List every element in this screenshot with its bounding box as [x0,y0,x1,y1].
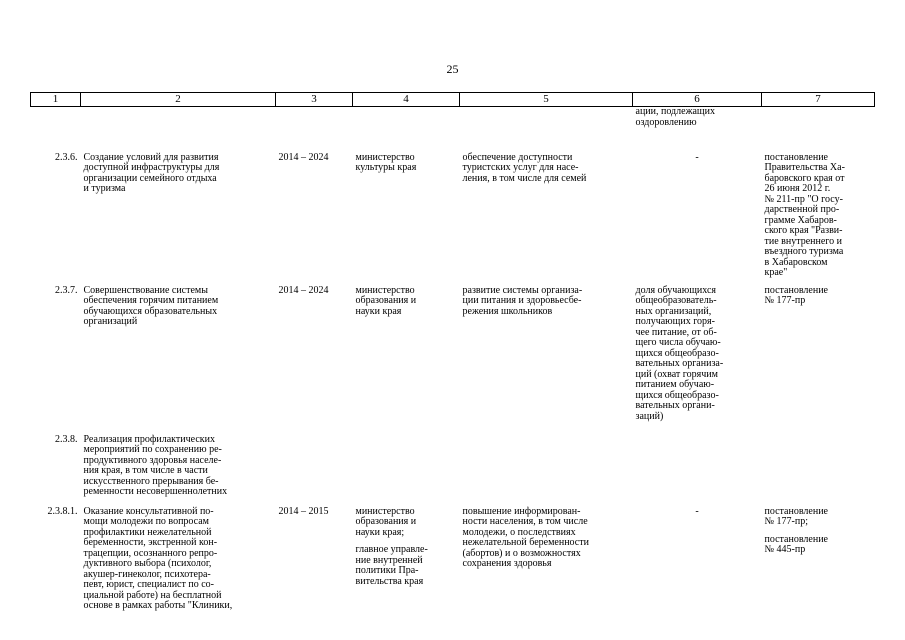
text-line: режения школьников [462,305,553,317]
header-row [31,93,875,107]
text-paragraph [765,286,872,307]
text-line: министерство [355,151,415,163]
text-line: ние внутренней [355,554,423,566]
row-number: 2.3.6. [55,151,78,163]
indicator [633,507,762,627]
period: 2014 – 2024 [278,284,329,296]
text-line: обеспечение доступности [462,151,573,163]
text-line: доля обучающихся [635,284,716,296]
text-line: 26 июня 2012 г. [764,183,831,194]
col-header-6: 6 [633,93,762,107]
text-line: питанием обучаю- [635,379,715,390]
text-line: ных организаций, [635,305,712,317]
continuation-row [31,107,875,153]
text-line: Оказание консультативной по- [83,505,214,517]
executor [353,507,460,627]
text-line: доступной инфраструктуры для [83,162,220,173]
text-paragraph [765,153,872,279]
expected-result [460,286,633,435]
text-line: акушер-гинеколог, психотера- [83,568,211,580]
text-line: мощи молодежи по вопросам [83,516,209,527]
text-line: ления, в том числе для семей [462,172,587,184]
text-line: дарственной про- [764,204,840,215]
text-line: профилактики нежелательной [83,526,212,538]
text-line: постановление [764,151,828,163]
col-header-5: 5 [460,93,633,107]
legal-basis [762,507,875,627]
text-line: беременности, экстренной кон- [83,537,218,548]
measure-name [81,286,276,435]
period: 2014 – 2015 [278,505,329,517]
measure-name [81,507,276,627]
text-line: министерство [355,284,415,296]
legal-basis [762,286,875,435]
text-line: певт, юрист, специалист по со- [83,579,214,590]
text-line: оздоровлению [635,116,697,128]
col-header-4: 4 [353,93,460,107]
text-line: - [695,151,699,163]
text-line: политики Пра- [355,565,419,576]
row-number: 2.3.8.1. [47,505,78,517]
text-line: циальной работе) на бесплатной [83,589,222,601]
indicator [633,153,762,286]
text-line: развитие системы организа- [462,284,583,296]
text-line: въездного туризма [764,246,844,257]
text-line: ния края, в том числе в части [83,465,208,476]
text-paragraph [356,507,457,539]
text-line: чее питание, от об- [635,326,717,338]
expected-result [460,153,633,286]
text-line: Правительства Ха- [764,162,845,173]
text-line: тие внутреннего и [764,235,843,247]
text-paragraph [356,545,457,587]
text-line: ации, подлежащих [635,106,715,117]
text-line: баровского края от [764,172,845,184]
text-line: вательных организа- [635,358,724,369]
text-line: молодежи, о последствиях [462,526,576,538]
text-line: постановление [764,284,828,296]
continuation-cell [633,107,762,153]
text-line: ского края "Разви- [764,225,843,236]
row-number: 2.3.7. [55,284,78,296]
expected-result [460,507,633,627]
text-line: мероприятий по сохранению ре- [83,444,222,455]
text-line: главное управле- [355,544,428,555]
measure-name [81,435,276,507]
expected-result [460,435,633,507]
text-paragraph [765,507,872,528]
col-header-7: 7 [762,93,875,107]
text-line: ции питания и здоровьесбе- [462,295,582,306]
text-line: науки края; [355,526,405,538]
text-line: образования и [355,516,417,527]
text-paragraph [356,153,457,174]
indicator [633,286,762,435]
text-line: грамме Хабаров- [764,214,837,226]
legal-basis [762,153,875,286]
text-line: № 177-пр; [764,516,809,527]
text-line: обучающихся образовательных [83,305,218,317]
text-line: продуктивного здоровья населе- [83,454,222,466]
text-line: щихся общеобразо- [635,389,719,401]
text-line: ций (охват горячим [635,368,718,380]
text-line: туристских услуг для насе- [462,162,579,173]
table-row [31,435,875,507]
text-line: дуктивного выбора (психолог, [83,558,212,569]
text-line: - [695,505,699,517]
text-line: образования и [355,295,417,306]
text-line: крае" [764,267,788,278]
page-number: 25 [446,62,459,76]
indicator [633,435,762,507]
text-line: Создание условий для развития [83,151,219,163]
text-line: министерство [355,505,415,517]
col-header-3: 3 [276,93,353,107]
text-line: (абортов) и о возможностях [462,547,581,559]
text-line: ременности несовершеннолетних [83,486,228,497]
text-paragraph [356,286,457,318]
text-line: повышение информирован- [462,505,581,517]
text-line: постановление [764,505,828,517]
text-line: общеобразователь- [635,295,717,306]
executor [353,286,460,435]
text-line: организаций [83,316,138,327]
text-line: постановление [764,533,828,545]
text-line: и туризма [83,183,126,194]
text-line: Реализация профилактических [83,433,215,445]
text-line: трацепции, осознанного репро- [83,547,218,559]
text-line: № 177-пр [764,295,806,306]
text-line: щего числа обучаю- [635,337,721,348]
text-line: культуры края [355,162,417,173]
text-line: заций) [635,410,664,422]
col-header-2: 2 [81,93,276,107]
text-line: основе в рамках работы "Клиники, [83,600,233,611]
text-line: получающих горя- [635,316,715,327]
executor [353,435,460,507]
text-line: ности населения, в том числе [462,516,588,527]
period: 2014 – 2024 [278,151,329,163]
text-line: организации семейного отдыха [83,172,217,184]
text-line: Совершенствование системы [83,284,208,296]
text-line: вительства края [355,575,424,587]
text-line: в Хабаровском [764,256,828,268]
table-row [31,286,875,435]
text-line: вательных органи- [635,400,715,411]
executor [353,153,460,286]
text-paragraph [765,535,872,556]
text-line: науки края [355,305,402,317]
text-line: обеспечения горячим питанием [83,295,219,306]
text-line: № 445-пр [764,544,806,555]
text-line: искусственного прерывания бе- [83,475,219,487]
col-header-1: 1 [31,93,81,107]
text-line: № 211-пр "О госу- [764,193,843,205]
period [276,435,353,507]
row-number: 2.3.8. [55,433,78,445]
text-line: нежелательной беременности [462,537,589,548]
measure-name [81,153,276,286]
text-line: сохранения здоровья [462,558,552,569]
table-row [31,507,875,627]
table-row [31,153,875,286]
text-line: щихся общеобразо- [635,347,719,359]
legal-basis [762,435,875,507]
measures-table [30,92,875,627]
